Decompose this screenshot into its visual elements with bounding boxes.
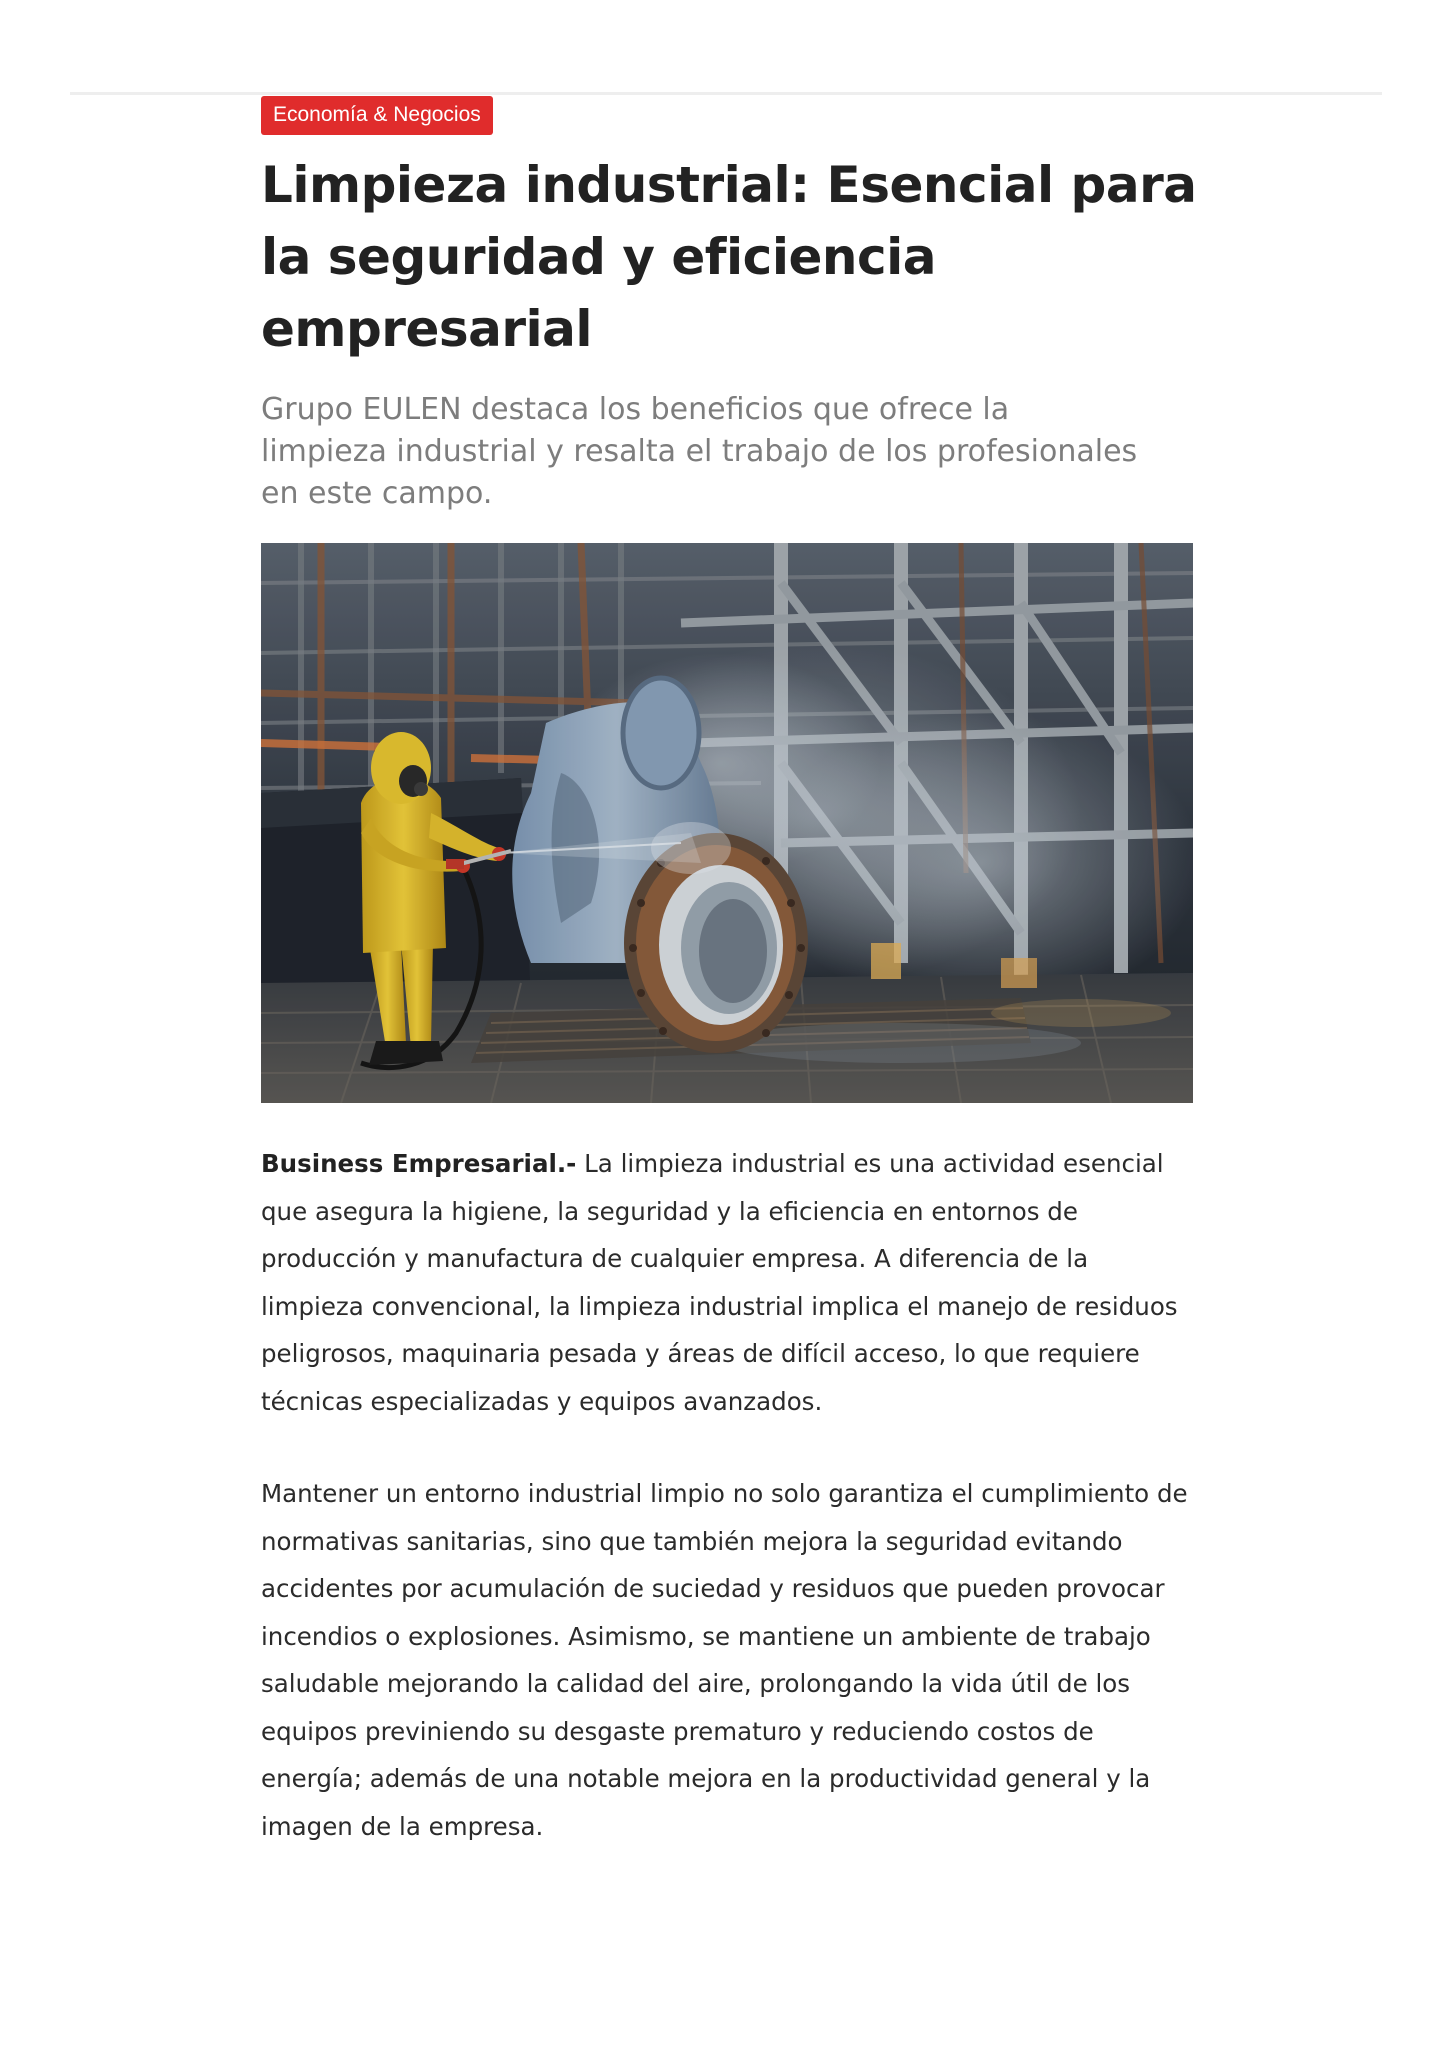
lead-label: Business Empresarial.- (261, 1149, 577, 1178)
article-subtitle: Grupo EULEN destaca los beneficios que ofrece la limpieza industrial y resalta el trabajo de los profesionales en este campo. (261, 392, 1138, 511)
top-divider (70, 92, 1382, 95)
paragraph-1-text: La limpieza industrial es una actividad esencial que asegura la higiene, la seguridad y la eficiencia en entornos de producción y manufactura de cualquier empresa. A diferencia de la limpieza convencional, la limpieza industrial implica el manejo de residuos peligrosos, maquinaria pesada y áreas de difícil acceso, lo que requiere técnicas especializadas y equipos avanzados. (261, 1149, 1178, 1416)
paragraph-1 (261, 1140, 1196, 1425)
article-header (261, 96, 1197, 579)
article-title: Limpieza industrial: Esencial para la seguridad y eficiencia empresarial (261, 156, 1197, 358)
category-badge[interactable]: Economía & Negocios (261, 96, 493, 135)
paragraph-2: Mantener un entorno industrial limpio no solo garantiza el cumplimiento de normativas sanitarias, sino que también mejora la seguridad evitando accidentes por acumulación de suciedad y residuos que pueden provocar incendios o explosiones. Asimismo, se mantiene un ambiente de trabajo saludable mejorando la calidad del aire, prolongando la vida útil de los equipos previniendo su desgaste prematuro y reduciendo costos de energía; además de una notable mejora en la productividad general y la imagen de la empresa. (261, 1479, 1188, 1841)
hero-illustration (261, 543, 1193, 1103)
article-body (261, 1140, 1196, 1895)
hero-image (261, 543, 1193, 1103)
